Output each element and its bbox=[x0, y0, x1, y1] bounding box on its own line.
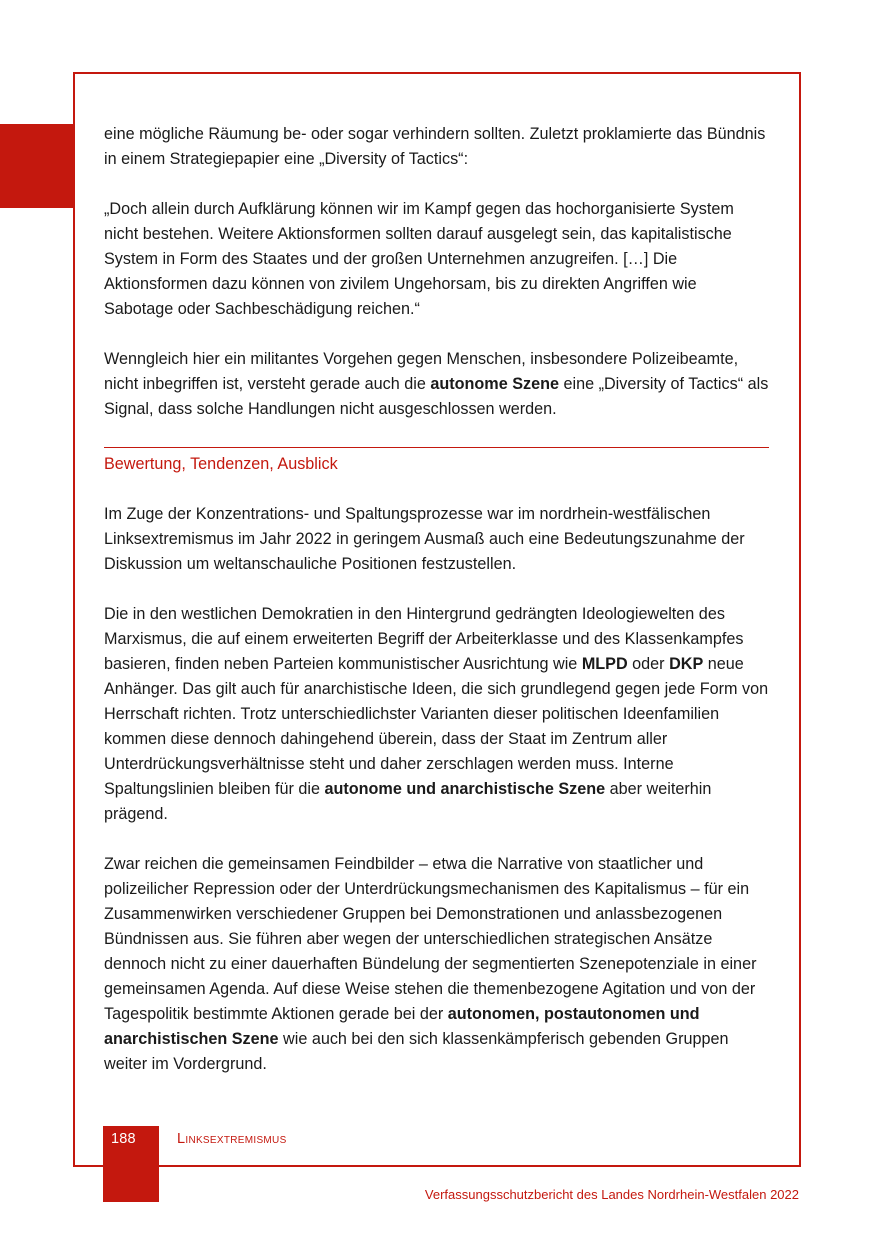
paragraph-konzentration: Im Zuge der Konzentrations- und Spaltungsprozesse war im nordrhein-westfälischen Linksextremismus im Jahr 2022 in geringem Ausmaß auch eine Bedeutungszunahme der Diskussion um weltanschauliche Positionen festzustellen. bbox=[104, 505, 745, 573]
chapter-title: Linksextremismus bbox=[177, 1131, 287, 1147]
quote-paragraph: „Doch allein durch Aufklärung können wir im Kampf gegen das hochorganisierte System nicht bestehen. Weitere Aktionsformen sollten darauf ausgelegt sein, das kapitalistische System in Form des Staates und der großen Unternehmen anzugreifen. […] Die Aktionsformen dazu können von zivilem Ungehorsam, bis zu direkten Angriffen wie Sabotage oder Sachbeschädigung reichen.“ bbox=[104, 200, 734, 318]
section-heading: Bewertung, Tendenzen, Ausblick bbox=[104, 455, 338, 473]
paragraph-ideologien: Die in den westlichen Demokratien in den Hintergrund gedrängten Ideologiewelten des Marxismus, die auf einem erweiterten Begriff der Arbeiterklasse und des Klassenkampfes basieren, finden neben Parteien kommunistischer Ausrichtung wie MLPD oder DKP neue Anhänger. Das gilt auch für anarchistische Ideen, die sich grundlegend gegen jede Form von Herrschaft richten. Trotz unterschiedlichster Varianten dieser politischen Ideenfamilien kommen diese dennoch dahingehend überein, dass der Staat im Zentrum aller Unterdrückungsverhältnisse steht und daher zerschlagen werden muss. Interne Spaltungslinien bleiben für die autonome und anarchistische Szene aber weiterhin prägend. bbox=[104, 605, 769, 823]
paragraph-feindbilder: Zwar reichen die gemeinsamen Feindbilder – etwa die Narrative von staatlicher und polizeilicher Repression oder der Unterdrückungsmechanismen des Kapitalismus – für ein Zusammenwirken verschiedener Gruppen bei Demonstrationen und anlassbezogenen Bündnissen aus. Sie führen aber wegen der unterschiedlichen strategischen Ansätze dennoch nicht zu einer dauerhaften Bündelung der segmentierten Szenepotenziale in einer gemeinsamen Agenda. Auf diese Weise stehen die themenbezogene Agitation und von der Tagespolitik bestimmte Aktionen gerade bei der autonomen, postautonomen und anarchistischen Szene wie auch bei den sich klassenkämpferisch gebenden Gruppen weiter im Vordergrund. bbox=[104, 855, 757, 1073]
publication-title: Verfassungsschutzbericht des Landes Nordrhein-Westfalen 2022 bbox=[424, 1187, 799, 1202]
paragraph-intro: eine mögliche Räumung be- oder sogar verhindern sollten. Zuletzt proklamierte das Bündnis in einem Strategiepapier eine „Diversity of Tactics“: bbox=[104, 125, 766, 168]
page-number: 188 bbox=[111, 1131, 136, 1147]
chapter-marker-tab bbox=[0, 124, 74, 208]
bold-term: DKP bbox=[669, 655, 704, 673]
bold-term: autonomen, postautonomen und anarchistischen Szene bbox=[104, 1005, 700, 1048]
paragraph-autonome-szene: Wenngleich hier ein militantes Vorgehen gegen Menschen, insbesondere Polizeibeamte, nicht inbegriffen ist, versteht gerade auch die autonome Szene eine „Diversity of Tactics“ als Signal, dass solche Handlungen nicht ausgeschlossen werden. bbox=[104, 350, 769, 418]
bold-term: autonome Szene bbox=[430, 375, 559, 393]
bold-term: MLPD bbox=[581, 655, 628, 673]
section-divider bbox=[104, 447, 769, 448]
bold-term: autonome und anarchistische Szene bbox=[324, 780, 606, 798]
main-content bbox=[104, 122, 769, 1102]
